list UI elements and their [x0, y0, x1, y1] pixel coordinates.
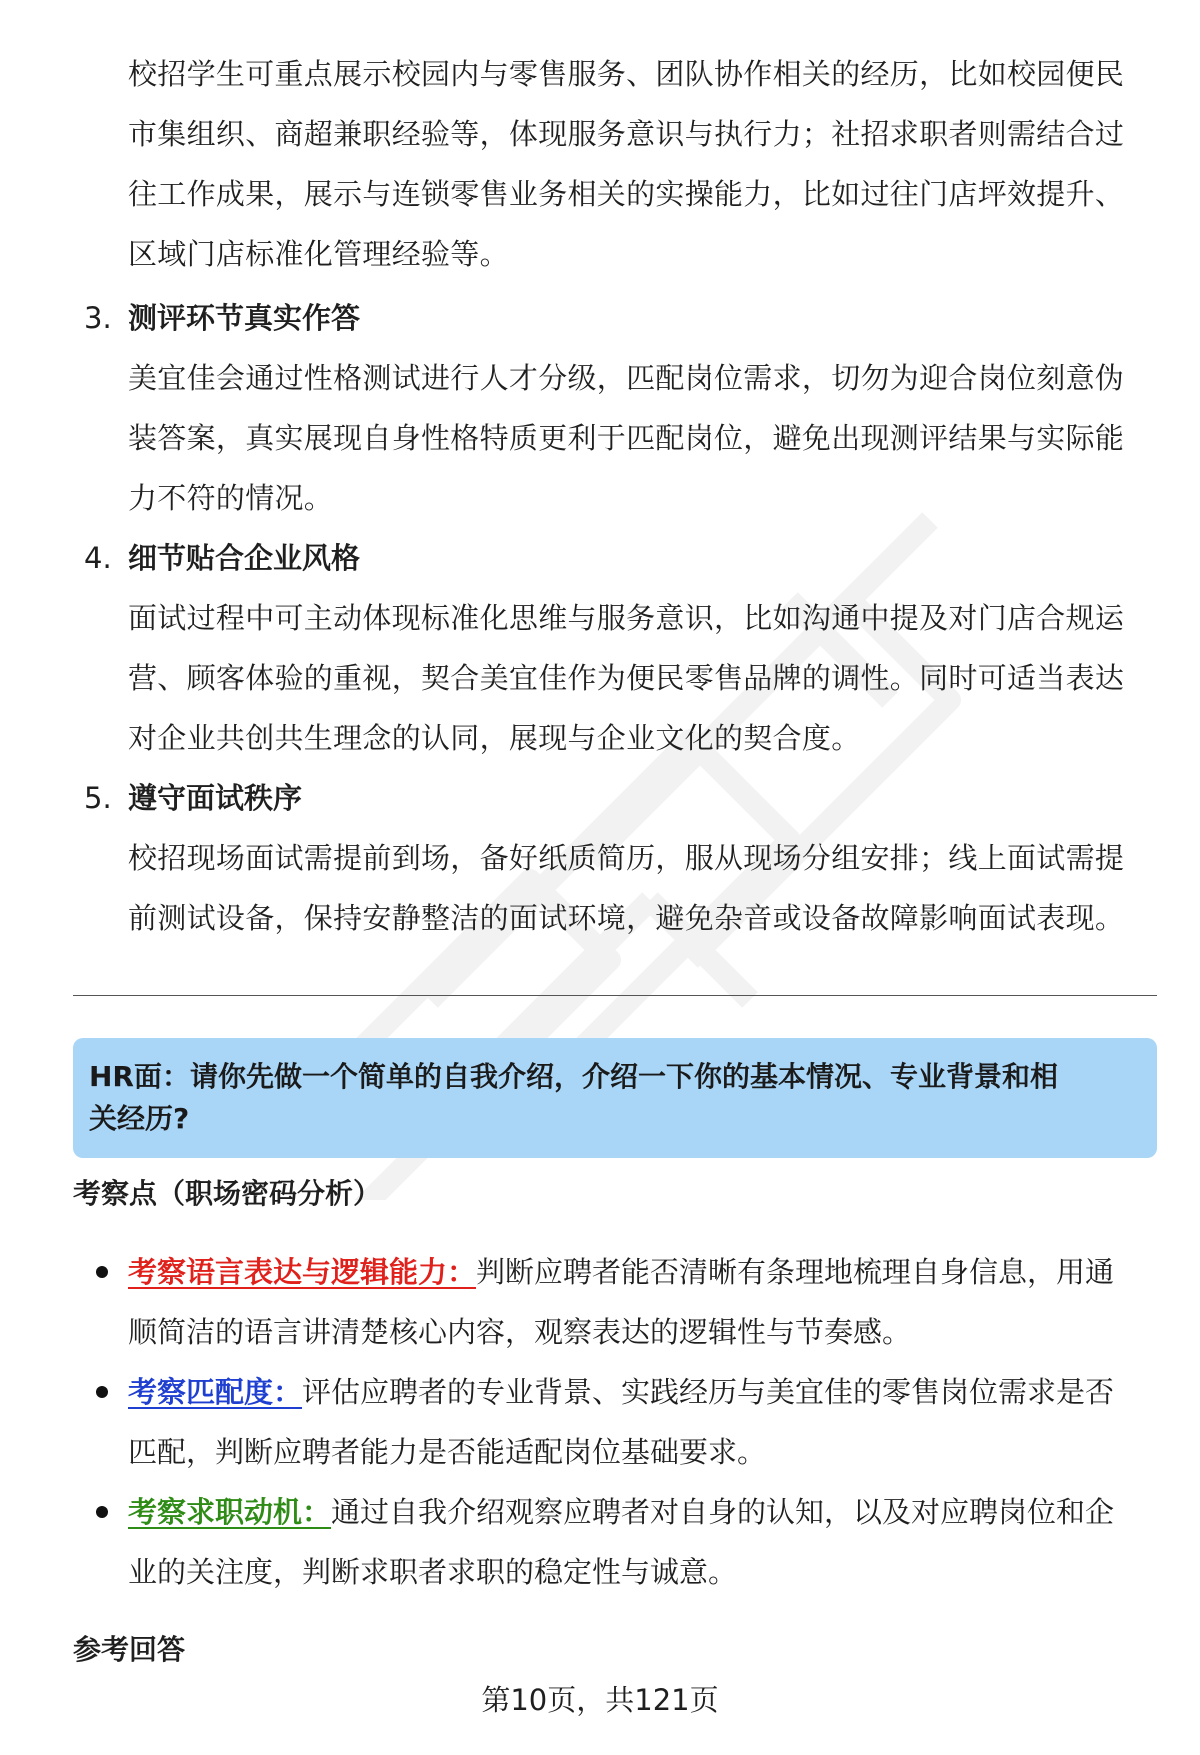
item-number: 5. — [84, 781, 112, 815]
item-line: 对企业共创共生理念的认同，展现与企业文化的契合度。 — [128, 721, 861, 755]
item-line: 营、顾客体验的重视，契合美宜佳作为便民零售品牌的调性。同时可适当表达 — [128, 661, 1125, 695]
item-line: 美宜佳会通过性格测试进行人才分级，匹配岗位需求，切勿为迎合岗位刻意伪 — [128, 361, 1125, 395]
list-item-4-header — [84, 528, 1144, 588]
hr-question-line: HR面：请你先做一个简单的自我介绍，介绍一下你的基本情况、专业背景和相 — [89, 1060, 1058, 1093]
item-number: 3. — [84, 301, 112, 335]
item-line: 装答案，真实展现自身性格特质更利于匹配岗位，避免出现测评结果与实际能 — [128, 421, 1125, 455]
item-line: 力不符的情况。 — [128, 481, 334, 515]
intro-line: 往工作成果，展示与连锁零售业务相关的实操能力，比如过往门店坪效提升、 — [128, 177, 1125, 211]
bullet-label: 考察语言表达与逻辑能力： — [128, 1255, 477, 1289]
intro-paragraph — [128, 44, 1143, 284]
hr-question-box — [73, 1038, 1157, 1158]
hr-question-line: 关经历? — [89, 1102, 190, 1135]
intro-line: 市集组织、商超兼职经验等，体现服务意识与执行力；社招求职者则需结合过 — [128, 117, 1125, 151]
item-line: 前测试设备，保持安静整洁的面试环境，避免杂音或设备故障影响面试表现。 — [128, 901, 1125, 935]
item-3-body — [128, 348, 1143, 528]
page-number: 第10页，共121页 — [481, 1683, 719, 1717]
bullet-text: 判断应聘者能否清晰有条理地梳理自身信息，用通 — [476, 1255, 1115, 1289]
bullet-text: 业的关注度，判断求职者求职的稳定性与诚意。 — [128, 1555, 738, 1589]
intro-line: 校招学生可重点展示校园内与零售服务、团队协作相关的经历，比如校园便民 — [128, 57, 1125, 91]
bullet-label: 考察匹配度： — [128, 1375, 303, 1409]
bullet-dot-icon — [96, 1506, 108, 1518]
item-4-body — [128, 588, 1143, 768]
bullet-text: 顺简洁的语言讲清楚核心内容，观察表达的逻辑性与节奏感。 — [128, 1315, 912, 1349]
item-title: 测评环节真实作答 — [128, 301, 361, 335]
reference-heading: 参考回答 — [73, 1633, 186, 1666]
bullet-dot-icon — [96, 1266, 108, 1278]
list-item-3-header — [84, 288, 1144, 348]
bullet-label: 考察求职动机： — [128, 1495, 332, 1529]
bullet-text: 通过自我介绍观察应聘者对自身的认知，以及对应聘岗位和企 — [331, 1495, 1115, 1529]
bullet-dot-icon — [96, 1386, 108, 1398]
analysis-heading: 考察点（职场密码分析） — [73, 1177, 382, 1210]
bullet-text: 匹配，判断应聘者能力是否能适配岗位基础要求。 — [128, 1435, 767, 1469]
item-line: 校招现场面试需提前到场，备好纸质简历，服从现场分组安排；线上面试需提 — [128, 841, 1125, 875]
item-title: 遵守面试秩序 — [128, 781, 303, 815]
section-divider — [73, 995, 1157, 996]
item-line: 面试过程中可主动体现标准化思维与服务意识，比如沟通中提及对门店合规运 — [128, 601, 1125, 635]
item-5-body — [128, 828, 1143, 948]
list-item-5-header — [84, 768, 1144, 828]
bullet-text: 评估应聘者的专业背景、实践经历与美宜佳的零售岗位需求是否 — [302, 1375, 1115, 1409]
intro-line: 区域门店标准化管理经验等。 — [128, 237, 509, 271]
item-title: 细节贴合企业风格 — [128, 541, 361, 575]
item-number: 4. — [84, 541, 112, 575]
